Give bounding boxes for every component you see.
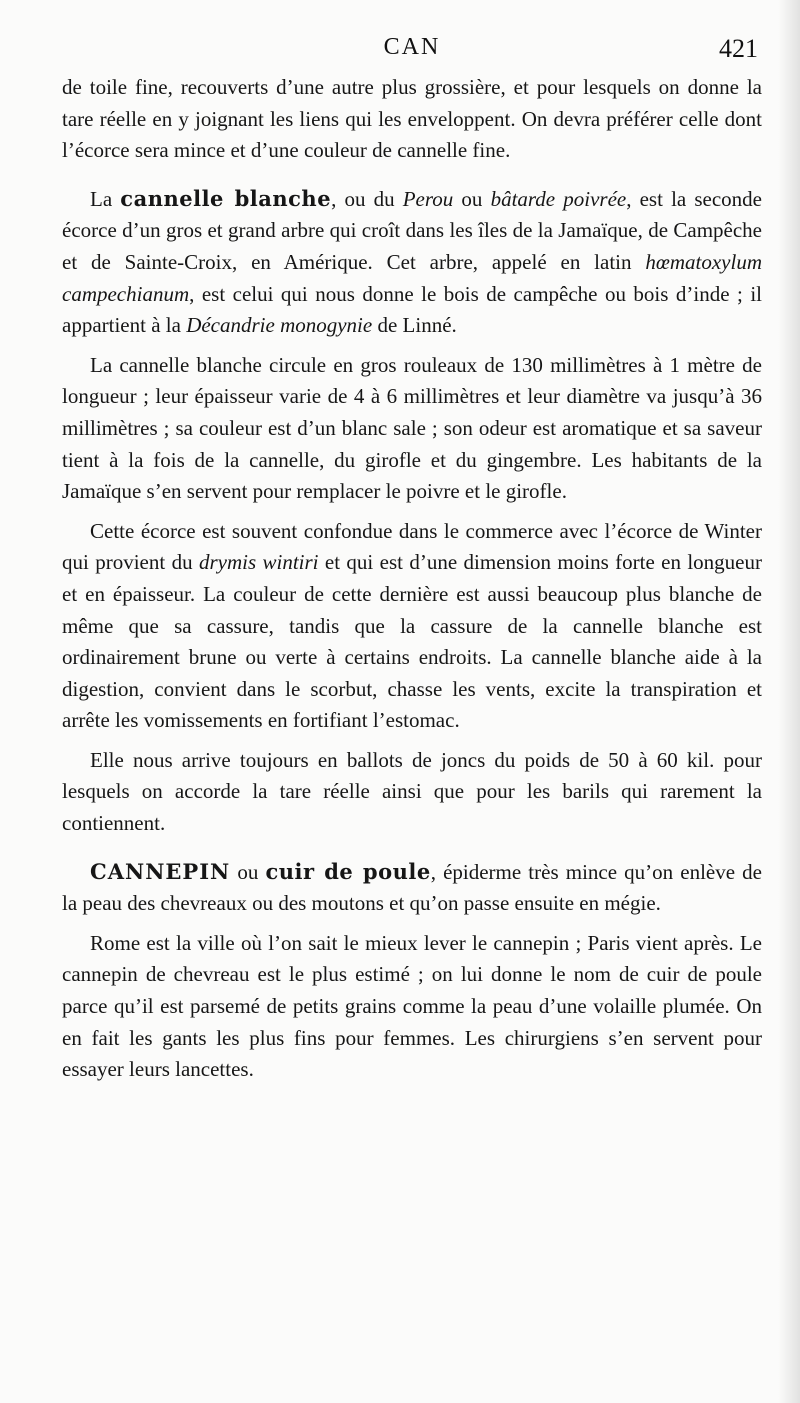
latin-name: drymis wintiri [198, 550, 319, 575]
paragraph-text: La [90, 186, 121, 211]
page-edge-shadow [778, 0, 800, 1403]
paragraph-text: , ou du [331, 186, 403, 211]
paragraph-text: , est la seconde écorce d’un gros et grand arbre qui croît dans les îles de la Jamaïque, de Campêche et de Sainte-Croix, en Amérique. Cet arbre, appelé en latin [62, 186, 762, 274]
paragraph-text: Cette écorce est souvent confondue dans le commerce avec l’écorce de Winter qui provient du [62, 518, 762, 575]
latin-name: hœmatoxylum campechianum [62, 249, 762, 306]
running-head [62, 34, 762, 74]
entry-term-secondary: cuir de poule [265, 858, 431, 884]
paragraph-continuation: de toile fine, recouverts d’une autre plus grossière, et pour lesquels on donne la tare réelle en y joignant les liens qui les enveloppent. On devra préférer celle dont l’écorce sera mince et d’une couleur de cannelle fine. [62, 75, 762, 163]
paragraph-text: ou [230, 859, 266, 884]
entry-term: CANNEPIN [90, 858, 231, 884]
paragraph-cannelle-blanche [62, 183, 762, 342]
paragraph-text: , est celui qui nous donne le bois de campêche ou bois d’inde ; il appartient à la [62, 281, 762, 338]
paragraph-text: et qui est d’une dimension moins forte en longueur et en épaisseur. La couleur de cette dernière est aussi beaucoup plus blanche de même que sa cassure, tandis que la cassure de la cannelle blanche est ordinairement brune ou verte à certains endroits. La cannelle blanche aide à la digestion, convient dans le scorbut, chasse les vents, excite la transpiration et arrête les vomissements en fortifiant l’estomac. [62, 550, 762, 733]
paragraph-winter-bark [62, 516, 762, 737]
entry-term: cannelle blanche [120, 185, 332, 211]
body-text [62, 72, 762, 1086]
running-title: CAN [383, 34, 441, 60]
paragraph-packaging: Elle nous arrive toujours en ballots de joncs du poids de 50 à 60 kil. pour lesquels on accorde la tare réelle ainsi que pour les barils qui rarement la contiennent. [62, 747, 762, 836]
paragraph-cannepin-uses: Rome est la ville où l’on sait le mieux lever le cannepin ; Paris vient après. Le cannepin de chevreau est le plus estimé ; on lui donne le nom de cuir de poule parce qu’il est parsemé de petits grains comme la peau d’une volaille plumée. On en fait les gants les plus fins pour femmes. Les chirurgiens s’en servent pour essayer leurs lancettes. [62, 930, 762, 1082]
paragraph-description: La cannelle blanche circule en gros rouleaux de 130 millimètres à 1 mètre de longueur ; leur épaisseur varie de 4 à 6 millimètres et leur diamètre va jusqu’à 36 millimètres ; sa couleur est d’un blanc sale ; son odeur est aromatique et sa saveur tient à la fois de la cannelle, du girofle et du gingembre. Les habitants de la Jamaïque s’en servent pour remplacer le poivre et le girofle. [62, 352, 762, 504]
paragraph-text: , épiderme très mince qu’on enlève de la peau des chevreaux ou des moutons et qu’on passe ensuite en mégie. [62, 859, 762, 916]
paragraph-text: ou [453, 186, 491, 211]
paragraph-text: de Linné. [372, 313, 457, 338]
botanical-class: Décandrie monogynie [186, 313, 373, 338]
page-number: 421 [719, 34, 758, 63]
italic-term: bâtarde poivrée [490, 186, 627, 211]
italic-term: Perou [402, 186, 454, 211]
paragraph-cannepin [62, 856, 762, 920]
